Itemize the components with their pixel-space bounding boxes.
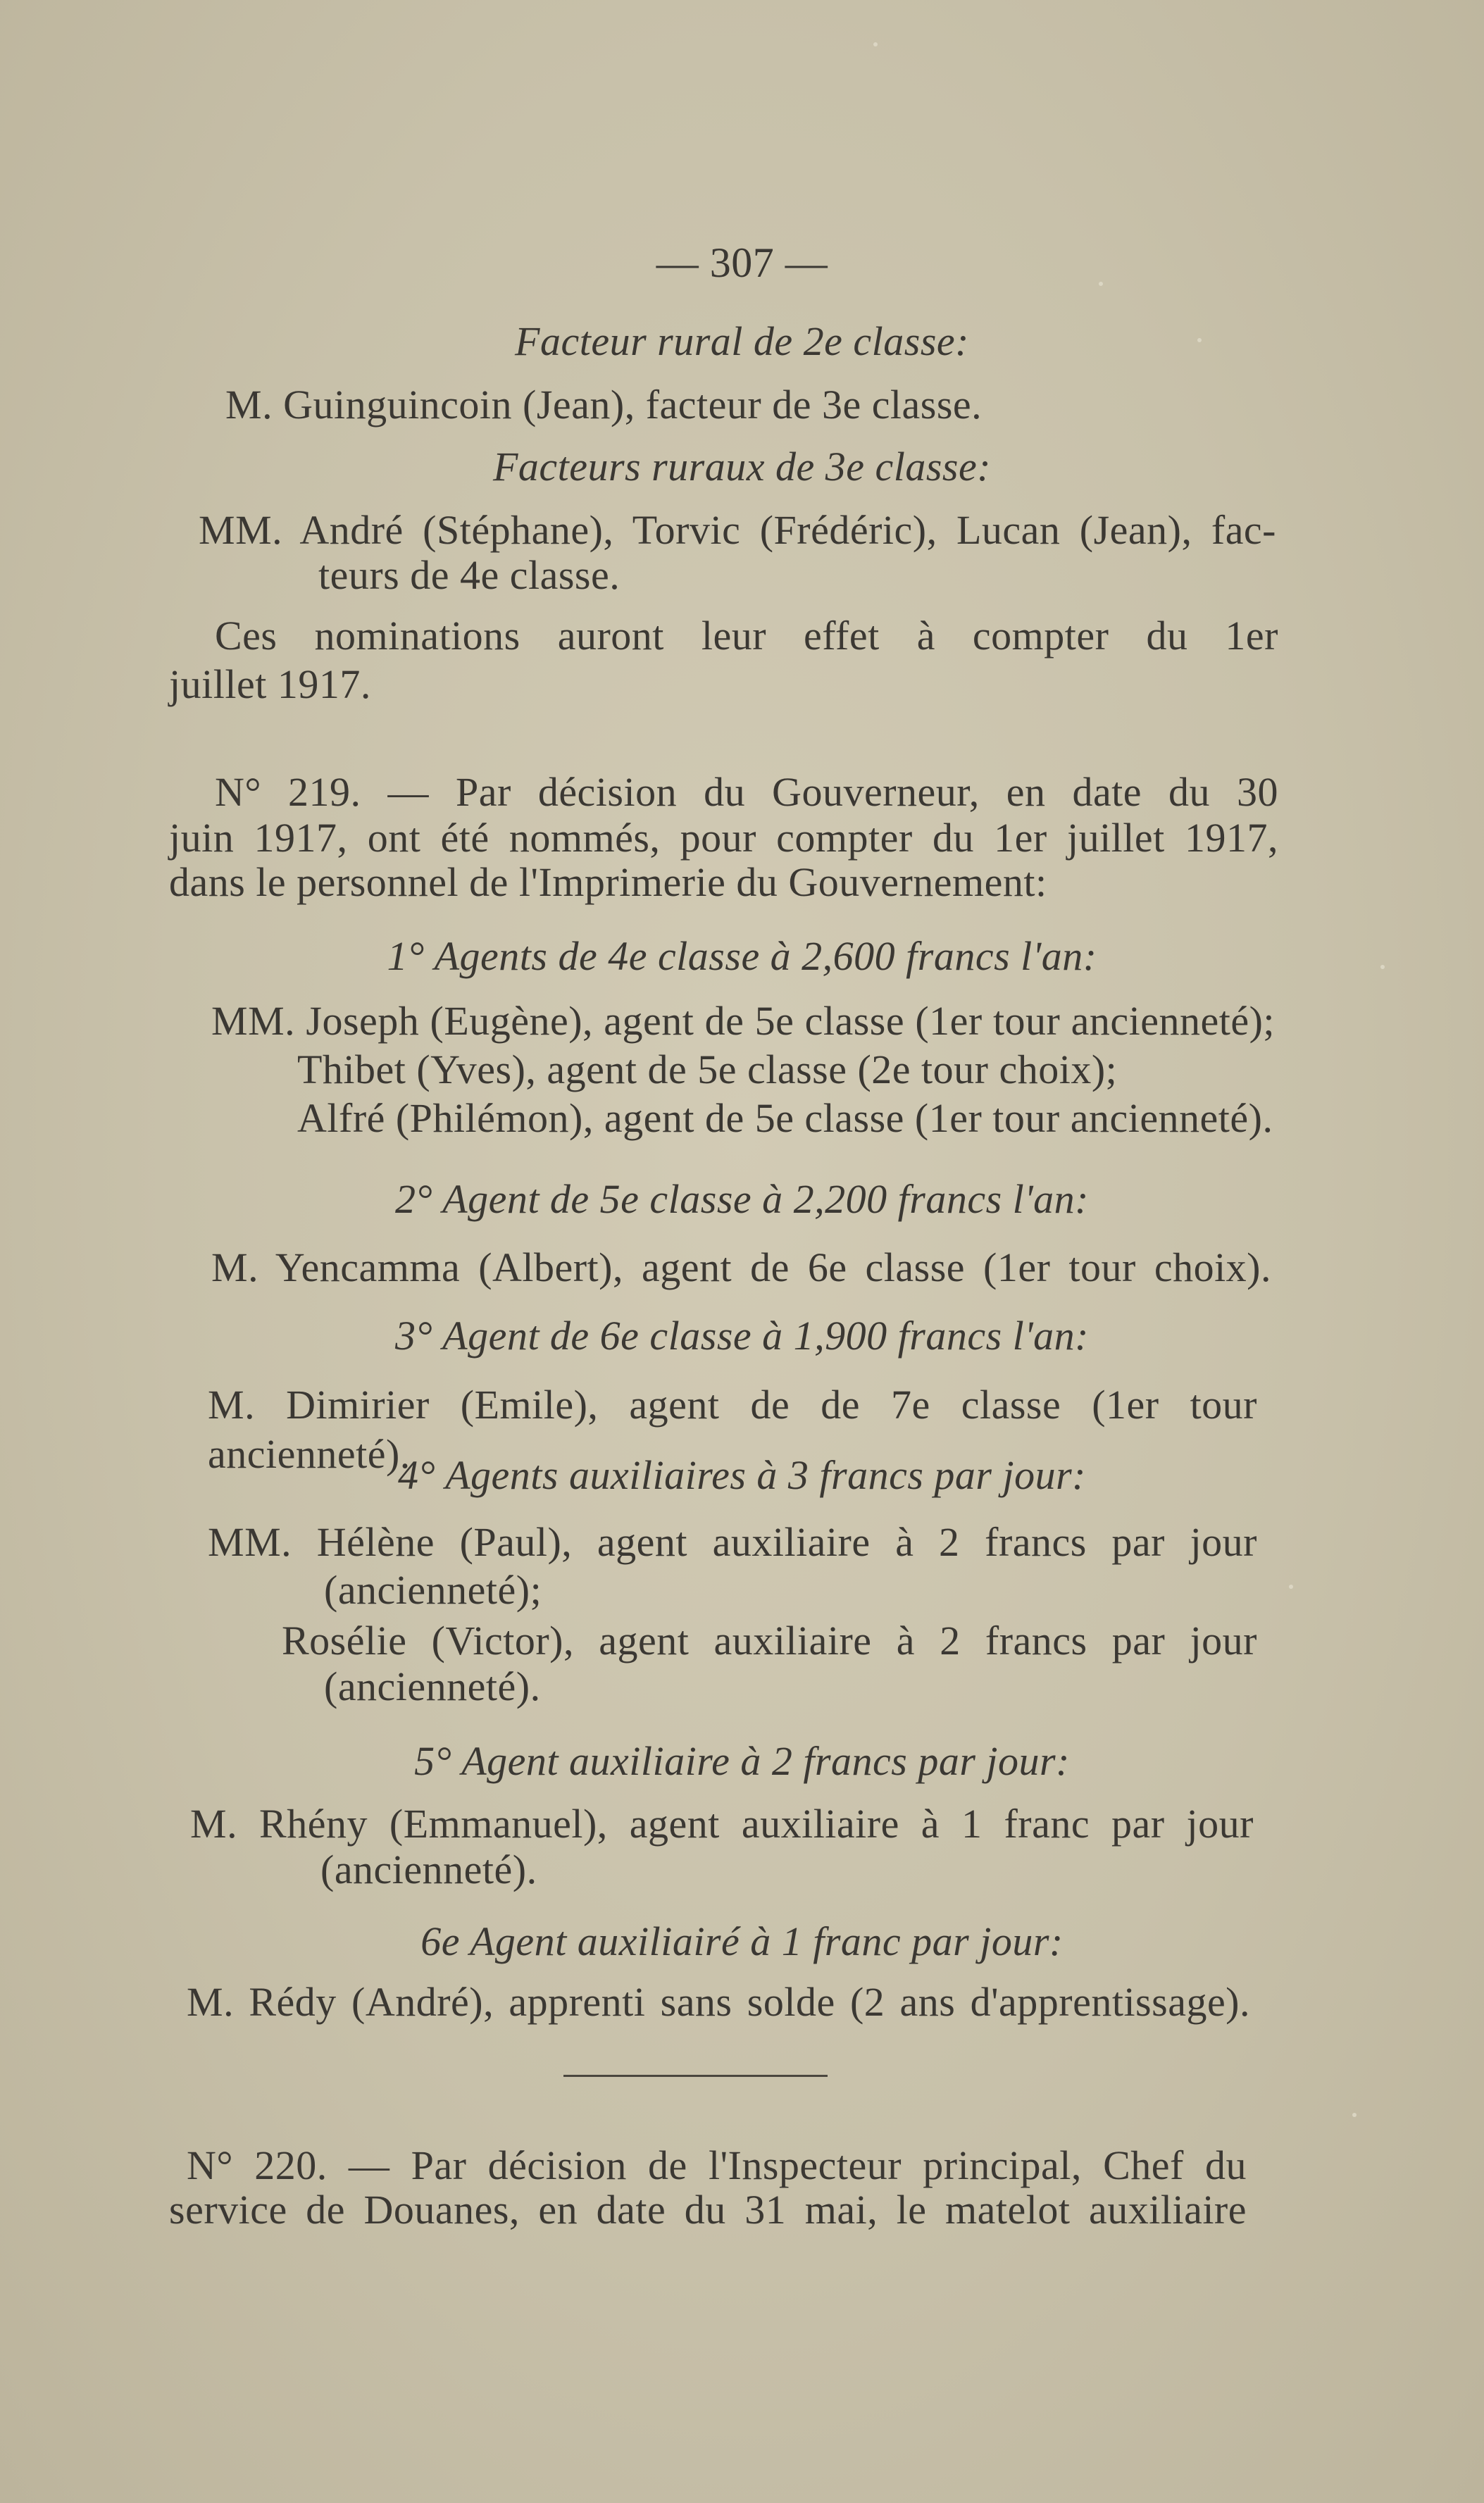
section-heading: Facteurs ruraux de 3e classe: <box>492 444 992 489</box>
text-line: N° 219. — Par décision du Gouverneur, en date du 30 <box>215 769 1278 815</box>
section-heading: 5° Agent auxiliaire à 2 francs par jour: <box>414 1738 1070 1784</box>
text-line: (ancienneté). <box>320 1847 537 1892</box>
text-line: Thibet (Yves), agent de 5e classe (2e tour choix); <box>297 1047 1118 1092</box>
text-line: Rosélie (Victor), agent auxiliaire à 2 francs par jour <box>282 1618 1257 1664</box>
paper-speck <box>1099 282 1103 286</box>
paper-speck <box>873 42 878 46</box>
text-line: M. Rhény (Emmanuel), agent auxiliaire à 1 franc par jour <box>190 1801 1254 1847</box>
text-line: (ancienneté). <box>324 1664 541 1709</box>
text-line: M. Dimirier (Emile), agent de de 7e classe (1er tour ancienneté). <box>208 1382 1257 1477</box>
text-line: MM. Joseph (Eugène), agent de 5e classe (1er tour ancienneté); <box>211 998 1275 1044</box>
text-line: (ancienneté); <box>324 1567 542 1613</box>
paper-speck <box>1197 338 1202 342</box>
text-line: juin 1917, ont été nommés, pour compter du 1er juillet 1917, <box>169 815 1278 861</box>
section-heading: 3° Agent de 6e classe à 1,900 francs l'an: <box>395 1313 1089 1359</box>
text-line: dans le personnel de l'Imprimerie du Gouvernement: <box>169 859 1047 905</box>
text-line: juillet 1917. <box>169 661 371 707</box>
text-line: M. Yencamma (Albert), agent de 6e classe (1er tour choix). <box>211 1244 1271 1290</box>
section-divider <box>563 2075 828 2077</box>
text-line: N° 220. — Par décision de l'Inspecteur principal, Chef du <box>187 2142 1247 2188</box>
text-line: service de Douanes, en date du 31 mai, le matelot auxiliaire <box>169 2187 1247 2233</box>
text-line: Alfré (Philémon), agent de 5e classe (1er tour ancienneté). <box>297 1095 1273 1141</box>
text-line: Ces nominations auront leur effet à compter du 1er <box>215 613 1278 658</box>
section-heading: 2° Agent de 5e classe à 2,200 francs l'an: <box>395 1176 1089 1222</box>
text-line: teurs de 4e classe. <box>318 552 621 598</box>
page-number: — 307 — <box>656 239 828 286</box>
text-line: MM. Hélène (Paul), agent auxiliaire à 2 francs par jour <box>208 1519 1257 1565</box>
section-heading: 6e Agent auxiliairé à 1 franc par jour: <box>420 1918 1064 1964</box>
text-line: M. Rédy (André), apprenti sans solde (2 ans d'apprentissage). <box>187 1979 1250 2025</box>
paper-speck <box>1289 1585 1293 1589</box>
text-line: M. Guinguincoin (Jean), facteur de 3e classe. <box>225 382 983 427</box>
section-heading: 4° Agents auxiliaires à 3 francs par jour: <box>397 1452 1086 1498</box>
text-line: MM. André (Stéphane), Torvic (Frédéric), Lucan (Jean), fac- <box>199 507 1276 553</box>
paper-speck <box>1380 965 1385 969</box>
paper-speck <box>1352 2113 1357 2117</box>
section-heading: Facteur rural de 2e classe: <box>515 318 969 364</box>
section-heading: 1° Agents de 4e classe à 2,600 francs l'an: <box>387 933 1097 979</box>
